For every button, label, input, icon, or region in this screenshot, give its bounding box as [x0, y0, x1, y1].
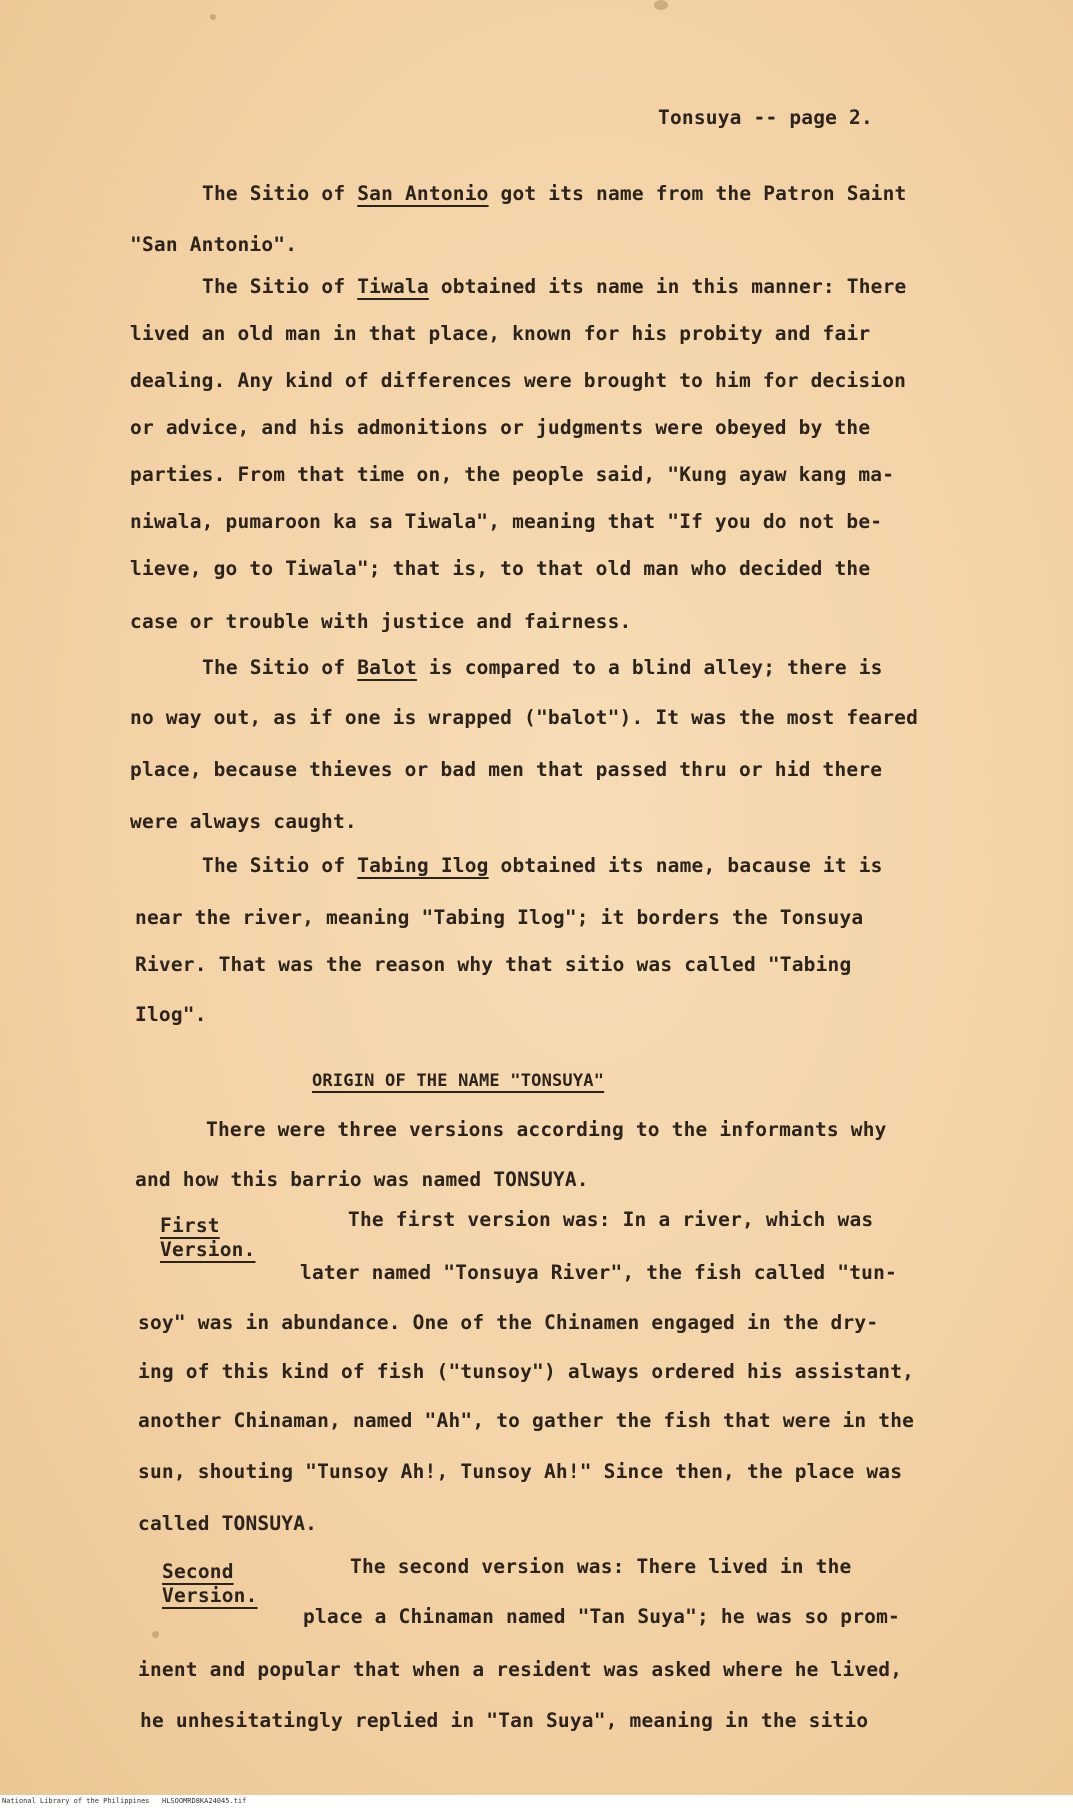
text-line: lieve, go to Tiwala"; that is, to that old man who decided the	[130, 557, 871, 580]
underlined-place-name: Tabing Ilog	[357, 854, 489, 877]
side-heading: Version.	[162, 1584, 258, 1607]
side-heading: Second	[162, 1560, 234, 1583]
text-line: and how this barrio was named TONSUYA.	[135, 1168, 589, 1191]
text-segment: The Sitio of	[202, 182, 358, 205]
text-segment: The Sitio of	[202, 275, 358, 298]
text-line: he unhesitatingly replied in "Tan Suya", meaning in the sitio	[140, 1709, 869, 1732]
text-line	[202, 854, 883, 877]
text-line: near the river, meaning "Tabing Ilog"; it borders the Tonsuya	[135, 906, 864, 929]
footer-file-label: HLSOOMRD8KA24045.tif	[162, 1797, 247, 1805]
text-line: There were three versions according to the informants why	[206, 1118, 887, 1141]
text-line: sun, shouting "Tunsoy Ah!, Tunsoy Ah!" Since then, the place was	[138, 1460, 903, 1483]
text-line: inent and popular that when a resident was asked where he lived,	[138, 1658, 903, 1681]
text-line: lived an old man in that place, known for his probity and fair	[130, 322, 871, 345]
text-line: called TONSUYA.	[138, 1512, 318, 1535]
text-line: "San Antonio".	[130, 233, 298, 256]
text-line: The first version was: In a river, which was	[348, 1208, 874, 1231]
side-heading: Version.	[160, 1238, 256, 1261]
text-segment: obtained its name in this manner: There	[428, 275, 907, 298]
text-line: later named "Tonsuya River", the fish called "tun-	[300, 1261, 897, 1284]
text-line	[202, 275, 906, 298]
footer-library-label: National Library of the Philippines	[2, 1797, 150, 1805]
text-line: case or trouble with justice and fairness.	[130, 610, 632, 633]
text-segment: got its name from the Patron Saint	[488, 182, 907, 205]
text-line: River. That was the reason why that sitio was called "Tabing	[135, 953, 852, 976]
text-line: dealing. Any kind of differences were brought to him for decision	[130, 369, 907, 392]
text-line	[202, 182, 906, 205]
text-line: or advice, and his admonitions or judgments were obeyed by the	[130, 416, 871, 439]
underlined-place-name: Balot	[357, 656, 417, 679]
text-line: parties. From that time on, the people said, "Kung ayaw kang ma-	[130, 463, 895, 486]
text-line: niwala, pumaroon ka sa Tiwala", meaning that "If you do not be-	[130, 510, 883, 533]
underlined-place-name: San Antonio	[357, 182, 489, 205]
text-line: another Chinaman, named "Ah", to gather the fish that were in the	[138, 1409, 915, 1432]
section-heading: ORIGIN OF THE NAME "TONSUYA"	[312, 1071, 605, 1091]
text-segment: is compared to a blind alley; there is	[416, 656, 883, 679]
text-line: ing of this kind of fish ("tunsoy") always ordered his assistant,	[138, 1360, 915, 1383]
text-line: no way out, as if one is wrapped ("balot"). It was the most feared	[130, 706, 919, 729]
text-line: The second version was: There lived in the	[350, 1555, 852, 1578]
text-segment: obtained its name, bacause it is	[488, 854, 883, 877]
text-line	[202, 656, 883, 679]
page-header: Tonsuya -- page 2.	[658, 106, 873, 129]
text-line: place, because thieves or bad men that passed thru or hid there	[130, 758, 883, 781]
text-line: were always caught.	[130, 810, 357, 833]
stain-spot	[654, 0, 668, 10]
text-line: place a Chinaman named "Tan Suya"; he was so prom-	[303, 1605, 900, 1628]
stain-spot	[152, 1631, 159, 1638]
text-line: Ilog".	[135, 1003, 207, 1026]
text-line: soy" was in abundance. One of the Chinamen engaged in the dry-	[138, 1311, 879, 1334]
stain-spot	[210, 14, 216, 20]
text-segment: The Sitio of	[202, 854, 358, 877]
scan-footer-bar	[0, 1795, 1073, 1808]
text-segment: The Sitio of	[202, 656, 358, 679]
underlined-place-name: Tiwala	[357, 275, 429, 298]
side-heading: First	[160, 1214, 220, 1237]
